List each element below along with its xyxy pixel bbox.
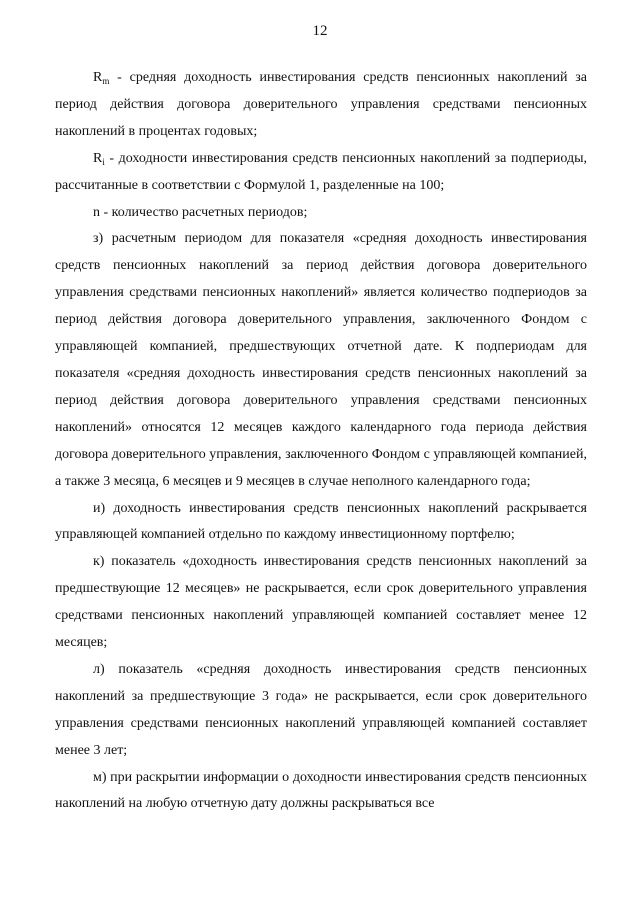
paragraph-text: з) расчетным периодом для показателя «средняя доходность инвестирования средств пенсионных накоплений за период действия договора доверительного управления средствами пенсионных накоплений» является количество подпериодов за период действия договора доверительного управления, заключенного Фондом с управляющей компанией, предшествующих отчетной дате. К подпериодам для показателя «средняя доходность инвестирования средств пенсионных накоплений за период действия договора доверительного управления средствами пенсионных накоплений» относятся 12 месяцев каждого календарного года периода действия договора доверительного управления, заключенного Фондом с управляющей компанией, а также 3 месяца, 6 месяцев и 9 месяцев в случае неполного календарного года; — [55, 231, 587, 489]
paragraph-item-i — [55, 496, 587, 550]
paragraph-n-definition — [55, 200, 587, 227]
paragraph-text: - средняя доходность инвестирования средств пенсионных накоплений за период действия договора доверительного управления средствами пенсионных накоплений в процентах годовых; — [55, 70, 587, 139]
paragraph-item-z — [55, 226, 587, 495]
paragraph-text: n - количество расчетных периодов; — [93, 204, 308, 220]
paragraph-text: м) при раскрытии информации о доходности инвестирования средств пенсионных накоплений на любую отчетную дату должны раскрываться все — [55, 769, 587, 812]
paragraph-ri-definition — [55, 146, 587, 200]
symbol-r: R — [93, 150, 103, 166]
paragraph-item-l — [55, 657, 587, 765]
paragraph-text: л) показатель «средняя доходность инвестирования средств пенсионных накоплений за предшествующие 3 года» не раскрывается, если срок доверительного управления средствами пенсионных накоплений управляющей компанией составляет менее 3 лет; — [55, 661, 587, 758]
paragraph-rm-definition — [55, 65, 587, 146]
paragraph-text: и) доходность инвестирования средств пенсионных накоплений раскрывается управляющей компанией отдельно по каждому инвестиционному портфелю; — [55, 500, 587, 543]
symbol-subscript-m: m — [102, 76, 110, 86]
paragraph-item-m — [55, 765, 587, 819]
paragraph-text: - доходности инвестирования средств пенсионных накоплений за подпериоды, рассчитанные в соответствии с Формулой 1, разделенные на 100; — [55, 150, 587, 193]
paragraph-item-k — [55, 549, 587, 657]
symbol-r: R — [93, 70, 103, 85]
paragraph-text: к) показатель «доходность инвестирования средств пенсионных накоплений за предшествующие 12 месяцев» не раскрывается, если срок доверительного управления средствами пенсионных накоплений управляющей компанией составляет менее 12 месяцев; — [55, 554, 587, 651]
page-number: 12 — [312, 23, 328, 39]
symbol-subscript-i: i — [102, 156, 105, 167]
document-body — [55, 65, 587, 818]
